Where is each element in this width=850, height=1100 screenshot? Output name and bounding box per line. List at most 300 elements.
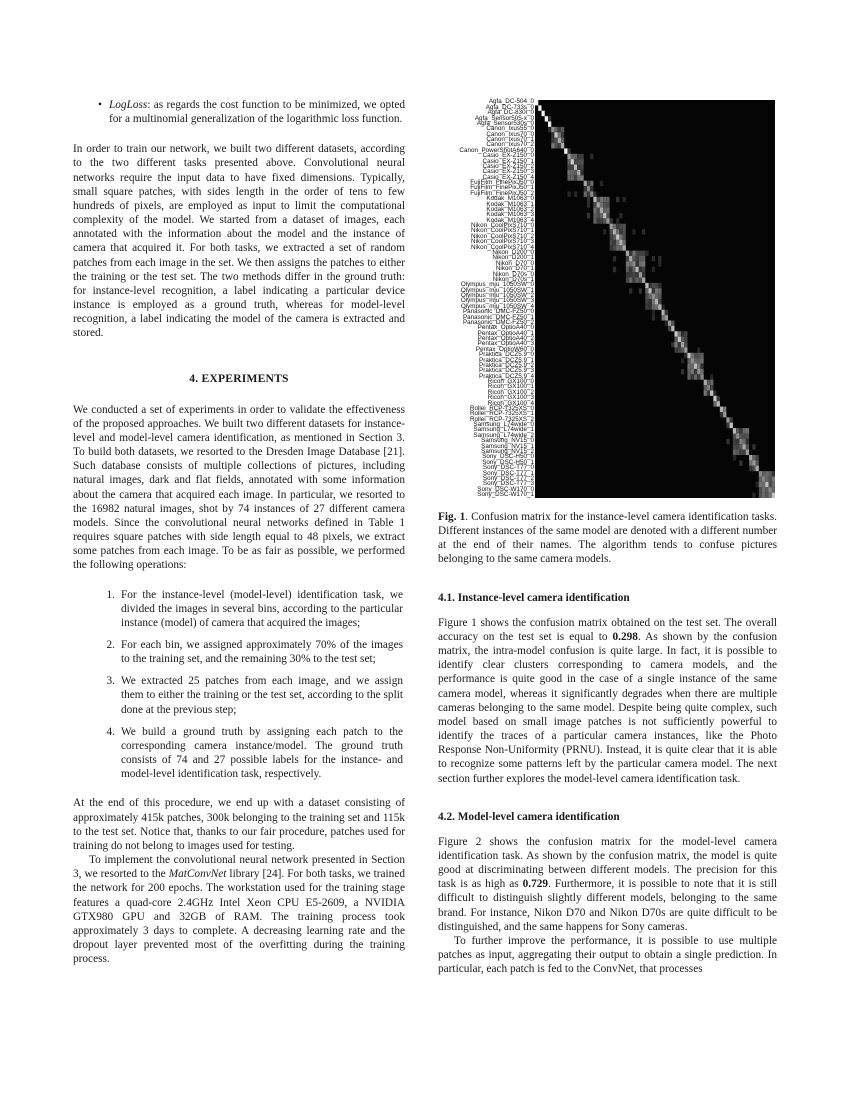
matrix-cell bbox=[603, 208, 606, 213]
right-column bbox=[438, 510, 777, 976]
matrix-row-label: Nikon_CoolPixS710_0 bbox=[470, 222, 534, 230]
matrix-cell bbox=[535, 100, 538, 105]
matconvnet-term: MatConvNet bbox=[168, 868, 227, 881]
matrix-cell bbox=[762, 493, 765, 498]
matrix-cell bbox=[626, 256, 629, 261]
matrix-cell bbox=[629, 288, 632, 293]
matrix-cell bbox=[561, 138, 564, 143]
matrix-row-label: Nikon_D70s_0 bbox=[492, 270, 534, 278]
matrix-cell bbox=[642, 272, 645, 277]
matrix-cell bbox=[642, 277, 645, 282]
matrix-row-label: Pentax_OptioA40_2 bbox=[477, 335, 534, 343]
matrix-cell bbox=[687, 364, 690, 369]
matrix-cell bbox=[697, 364, 700, 369]
matrix-row-label: Praktica_DCZ5.9_0 bbox=[479, 351, 534, 359]
matrix-cell bbox=[626, 261, 629, 266]
matrix-cell bbox=[574, 191, 577, 196]
paragraph-experiments-intro: We conducted a set of experiments in order to validate the effectiveness of the proposed approaches. We built two different datasets for instance-level and model-level camera identification, as mentioned in Section 3. To build both datasets, we resorted to the Dresden Image Database [21]. Such database consists of multiple collections of pictures, including natural images, dark and flat fields, annotated with some information about the camera that acquired each image. In particular, we resorted to the 16982 natural images, shot by 74 instances of 27 different camera models. Since the convolutional neural networks defined in Table 1 requires square patches with side length equal to 48 pixels, we extract some patches from each image. To be as fair as possible, we performed the following operations: bbox=[73, 403, 405, 572]
matrix-cell bbox=[762, 476, 765, 481]
matrix-cell bbox=[746, 444, 749, 449]
matrix-cell bbox=[548, 116, 551, 121]
matrix-cell bbox=[717, 401, 720, 406]
matrix-cell bbox=[619, 234, 622, 239]
matrix-cell bbox=[613, 267, 616, 272]
matrix-cell bbox=[636, 267, 639, 272]
matrix-cell bbox=[597, 218, 600, 223]
matrix-cell bbox=[658, 294, 661, 299]
matrix-cell bbox=[567, 159, 570, 164]
matrix-cell bbox=[590, 191, 593, 196]
matrix-cell bbox=[736, 428, 739, 433]
matrix-row-label: Kodak_M1063_1 bbox=[486, 200, 534, 208]
matrix-cell bbox=[736, 433, 739, 438]
matrix-cell bbox=[678, 347, 681, 352]
matrix-cell bbox=[551, 127, 554, 132]
matrix-row-label: Kodak_M1063_3 bbox=[486, 211, 534, 219]
matrix-cell bbox=[652, 256, 655, 261]
matrix-cell bbox=[759, 482, 762, 487]
matrix-cell bbox=[649, 294, 652, 299]
matrix-cell bbox=[606, 218, 609, 223]
matrix-cell bbox=[739, 460, 742, 465]
matrix-row-label: Agfa_Sensor530s_0 bbox=[476, 119, 534, 127]
matrix-cell bbox=[606, 197, 609, 202]
matrix-cell bbox=[587, 197, 590, 202]
matrix-cell bbox=[610, 218, 613, 223]
matrix-cell bbox=[567, 191, 570, 196]
matrix-cell bbox=[720, 407, 723, 412]
matrix-cell bbox=[668, 326, 671, 331]
matrix-row-label: FujiFilm_FinePixJ50_0 bbox=[470, 179, 534, 187]
matrix-cell bbox=[691, 358, 694, 363]
matrix-cell bbox=[636, 251, 639, 256]
matrix-cell bbox=[642, 256, 645, 261]
matrix-row-label: Nikon_D70_0 bbox=[495, 259, 534, 267]
matrix-cell bbox=[587, 181, 590, 186]
matrix-cell bbox=[603, 229, 606, 234]
matrix-cell bbox=[636, 277, 639, 282]
matrix-cell bbox=[671, 326, 674, 331]
matrix-row-label: Nikon_D200_1 bbox=[492, 254, 534, 262]
bullet-text: : as regards the cost function to be minimized, we opted for a multinomial generalization of the logarithmic loss function. bbox=[109, 99, 405, 126]
paragraph-dataset-summary: At the end of this procedure, we end up with a dataset consisting of approximately 415k patches, 300k belonging to the training set and 115k to the test set. Notice that, thanks to our fair procedure, patches used for training do not belong to images used for testing. bbox=[73, 797, 405, 852]
section-heading-experiments: 4. EXPERIMENTS bbox=[189, 371, 289, 385]
matrix-cell bbox=[616, 197, 619, 202]
matrix-cell bbox=[681, 337, 684, 342]
matrix-row-label: Nikon_CoolPixS710_4 bbox=[470, 243, 534, 251]
matrix-row-label: Sony_DSC-T77_3 bbox=[482, 480, 534, 488]
matrix-row-label: Samsung_NV15_0 bbox=[481, 437, 534, 445]
matrix-cell bbox=[600, 202, 603, 207]
matrix-row-label: Olympus_mju_1050SW_3 bbox=[460, 297, 534, 305]
matrix-cell bbox=[743, 433, 746, 438]
matrix-cell bbox=[730, 417, 733, 422]
matrix-row-label: Pentax_OptioW60_0 bbox=[475, 345, 534, 353]
matrix-cell bbox=[632, 256, 635, 261]
matrix-row-label: Canon_Ixus70_0 bbox=[486, 130, 534, 138]
matrix-cell bbox=[558, 132, 561, 137]
matrix-row-label: Pentax_OptioA40_3 bbox=[477, 340, 534, 348]
matrix-cell bbox=[632, 272, 635, 277]
matrix-cell bbox=[639, 256, 642, 261]
matrix-cell bbox=[713, 390, 716, 395]
matrix-cell bbox=[645, 283, 648, 288]
matrix-cell bbox=[619, 224, 622, 229]
matrix-cell bbox=[749, 460, 752, 465]
matrix-cell bbox=[541, 111, 544, 116]
matrix-row-label: Praktica_DCZ5.9_4 bbox=[479, 372, 534, 380]
matrix-cell bbox=[629, 272, 632, 277]
matrix-cell bbox=[746, 433, 749, 438]
matrix-cell bbox=[710, 380, 713, 385]
matrix-cell bbox=[561, 143, 564, 148]
matrix-cell bbox=[554, 138, 557, 143]
matrix-cell bbox=[564, 148, 567, 153]
matrix-cell bbox=[743, 444, 746, 449]
matrix-cell bbox=[691, 374, 694, 379]
matrix-cell bbox=[746, 428, 749, 433]
matrix-cell bbox=[642, 229, 645, 234]
matrix-cell bbox=[665, 310, 668, 315]
matrix-cell bbox=[765, 482, 768, 487]
matrix-cell bbox=[691, 353, 694, 358]
figure-caption: Fig. 1. Confusion matrix for the instance-level camera identification tasks. Different instances of the same model are denoted with a different number at the end of their names. The algorithm tends to confuse pictures belonging to the same camera models. bbox=[438, 511, 777, 566]
matrix-cell bbox=[765, 493, 768, 498]
matrix-cell bbox=[649, 288, 652, 293]
matrix-cell bbox=[697, 353, 700, 358]
matrix-cell bbox=[746, 439, 749, 444]
matrix-cell bbox=[749, 466, 752, 471]
matrix-cell bbox=[762, 471, 765, 476]
matrix-cell bbox=[619, 229, 622, 234]
matrix-cell bbox=[551, 143, 554, 148]
matrix-cell bbox=[700, 353, 703, 358]
matrix-cell bbox=[765, 476, 768, 481]
matrix-cell bbox=[655, 288, 658, 293]
matrix-cell bbox=[645, 304, 648, 309]
matrix-cell bbox=[756, 482, 759, 487]
matrix-cell bbox=[558, 138, 561, 143]
matrix-row-label: Agfa_DC-733s_0 bbox=[485, 103, 534, 111]
matrix-cell bbox=[626, 277, 629, 282]
matrix-cell bbox=[610, 240, 613, 245]
matrix-cell bbox=[577, 170, 580, 175]
matrix-cell bbox=[713, 401, 716, 406]
matrix-cell bbox=[645, 294, 648, 299]
matrix-cell bbox=[759, 471, 762, 476]
matrix-cell bbox=[619, 245, 622, 250]
matrix-cell bbox=[681, 347, 684, 352]
matrix-cell bbox=[704, 380, 707, 385]
matrix-cell bbox=[580, 154, 583, 159]
matrix-cell bbox=[652, 315, 655, 320]
paragraph-implementation: To implement the convolutional neural network presented in Section 3, we resorted to the MatConvNet library [24]. For both tasks, we trained the network for 200 epochs. The workstation used for the training stage features a quad-core 2.4GHz Intel Xeon CPU E5-2609, a NVIDIA GTX980 GPU and 32GB of RAM. The training process took approximately 3 days to complete. A decreasing learning rate and the dropout layer prevented most of the overfitting during the training process. bbox=[73, 854, 405, 966]
matrix-cell bbox=[616, 240, 619, 245]
matrix-cell bbox=[636, 261, 639, 266]
matrix-row-label: Sony_DSC-T77_2 bbox=[482, 474, 534, 482]
operations-list bbox=[73, 588, 405, 782]
matrix-row-label: Kodak_M1063_4 bbox=[486, 216, 534, 224]
matrix-cell bbox=[759, 487, 762, 492]
matrix-row-label: Rollei_RCP-7325XS_2 bbox=[469, 415, 534, 423]
matrix-row-label: Olympus_mju_1050SW_2 bbox=[460, 292, 534, 300]
matrix-cell bbox=[733, 439, 736, 444]
matrix-row-label: Canon_PowerShotA640_0 bbox=[459, 146, 534, 154]
matrix-cell bbox=[600, 208, 603, 213]
matrix-cell bbox=[694, 358, 697, 363]
matrix-cell bbox=[587, 191, 590, 196]
matrix-row-label: Samsung_NV15_1 bbox=[481, 442, 534, 450]
matrix-row-label: Panasonic_DMC-FZ50_2 bbox=[462, 318, 534, 326]
matrix-cell bbox=[548, 122, 551, 127]
matrix-cell bbox=[739, 428, 742, 433]
matrix-cell bbox=[574, 154, 577, 159]
matrix-row-label: Nikon_CoolPixS710_1 bbox=[470, 227, 534, 235]
matrix-cell bbox=[681, 358, 684, 363]
matrix-cell bbox=[567, 175, 570, 180]
matrix-row-label: Olympus_mju_1050SW_0 bbox=[460, 281, 534, 289]
matrix-cell bbox=[567, 165, 570, 170]
matrix-row-label: Casio_EX-Z150_2 bbox=[482, 162, 534, 170]
matrix-cell bbox=[652, 304, 655, 309]
matrix-cell bbox=[684, 342, 687, 347]
matrix-cell bbox=[571, 159, 574, 164]
matrix-cell bbox=[613, 229, 616, 234]
matrix-cell bbox=[655, 304, 658, 309]
matrix-cell bbox=[739, 444, 742, 449]
matrix-row-label: Nikon_D200_0 bbox=[492, 248, 534, 256]
matrix-cell bbox=[694, 369, 697, 374]
matrix-row-label: Praktica_DCZ5.9_2 bbox=[479, 361, 534, 369]
matrix-cell bbox=[652, 299, 655, 304]
matrix-cell bbox=[584, 181, 587, 186]
matrix-cell bbox=[694, 353, 697, 358]
matrix-cell bbox=[623, 245, 626, 250]
matrix-row-label: Casio_EX-Z150_1 bbox=[482, 157, 534, 165]
matrix-cell bbox=[652, 283, 655, 288]
matrix-cell bbox=[704, 390, 707, 395]
matrix-cell bbox=[752, 455, 755, 460]
row-labels bbox=[438, 100, 534, 498]
matrix-cell bbox=[632, 277, 635, 282]
matrix-row-label: Canon_Ixus55_0 bbox=[486, 125, 534, 133]
matrix-cell bbox=[697, 374, 700, 379]
matrix-cell bbox=[645, 251, 648, 256]
matrix-cell bbox=[671, 321, 674, 326]
matrix-cell bbox=[769, 493, 772, 498]
matrix-cell bbox=[587, 213, 590, 218]
matrix-cell bbox=[603, 218, 606, 223]
matrix-cell bbox=[580, 175, 583, 180]
matrix-cell bbox=[639, 267, 642, 272]
matrix-row-label: Rollei_RCP-7325XS_1 bbox=[469, 410, 534, 418]
matrix-cell bbox=[710, 385, 713, 390]
matrix-cell bbox=[707, 385, 710, 390]
matrix-row-label: Sony_DSC-T77_1 bbox=[482, 469, 534, 477]
matrix-cell bbox=[658, 283, 661, 288]
matrix-cell bbox=[567, 154, 570, 159]
matrix-cell bbox=[632, 267, 635, 272]
matrix-row-label: Ricoh_GX100_3 bbox=[487, 394, 534, 402]
matrix-cell bbox=[603, 213, 606, 218]
matrix-row-label: Pentax_OptioA40_1 bbox=[477, 329, 534, 337]
matrix-cell bbox=[558, 143, 561, 148]
matrix-cell bbox=[756, 466, 759, 471]
matrix-cell bbox=[610, 229, 613, 234]
paragraph-instance-results: Figure 1 shows the confusion matrix obtained on the test set. The overall accuracy on the test set is equal to 0.298. As shown by the confusion matrix, the intra-model confusion is quite large. In fact, it is possible to identify clear clusters corresponding to camera models, and the performance is quite good in the case of a single instance of the same camera model, whereas it significantly degrades when there are multiple cameras belonging to the same model. Despite being quite complex, such model based on small image patches is not sufficiently powerful to identify the traces of a particular camera instances, like the Photo Response Non-Uniformity (PRNU). Instead, it is quite clear that it is able to recognize some patterns left by the particular camera model. The next section further explores the model-level camera identification task. bbox=[438, 616, 778, 785]
matrix-cell bbox=[765, 487, 768, 492]
matrix-cell bbox=[691, 369, 694, 374]
matrix-row-label: Olympus_mju_1050SW_1 bbox=[460, 286, 534, 294]
matrix-cell bbox=[655, 299, 658, 304]
matrix-cell bbox=[759, 476, 762, 481]
matrix-row-label: Pentax_OptioA40_0 bbox=[477, 324, 534, 332]
matrix-cell bbox=[694, 374, 697, 379]
matrix-cell bbox=[694, 364, 697, 369]
matrix-cell bbox=[759, 493, 762, 498]
matrix-cell bbox=[584, 191, 587, 196]
matrix-cell bbox=[600, 213, 603, 218]
matrix-row-label: Nikon_CoolPixS710_3 bbox=[470, 238, 534, 246]
matrix-cell bbox=[632, 229, 635, 234]
matrix-cell bbox=[587, 202, 590, 207]
matrix-cell bbox=[752, 460, 755, 465]
matrix-row-label: Praktica_DCZ5.9_1 bbox=[479, 356, 534, 364]
matrix-row-label: Nikon_CoolPixS710_2 bbox=[470, 232, 534, 240]
matrix-cell bbox=[577, 159, 580, 164]
matrix-cell bbox=[736, 450, 739, 455]
matrix-cell bbox=[554, 132, 557, 137]
subsection-heading-model: 4.2. Model-level camera identification bbox=[438, 810, 620, 823]
matrix-cell bbox=[580, 159, 583, 164]
matrix-cell bbox=[743, 450, 746, 455]
matrix-cell bbox=[661, 304, 664, 309]
matrix-row-label: Sony_DSC-W170_1 bbox=[477, 491, 534, 499]
matrix-cell bbox=[639, 277, 642, 282]
matrix-cell bbox=[593, 218, 596, 223]
matrix-cell bbox=[642, 267, 645, 272]
matrix-cell bbox=[726, 417, 729, 422]
matrix-row-label: Casio_EX-Z150_3 bbox=[482, 168, 534, 176]
matrix-cell bbox=[590, 154, 593, 159]
matrix-row-label: Sony_DSC-W170_0 bbox=[477, 485, 534, 493]
matrix-cell bbox=[678, 337, 681, 342]
matrix-cell bbox=[629, 277, 632, 282]
matrix-cell bbox=[658, 256, 661, 261]
matrix-cell bbox=[736, 444, 739, 449]
matrix-cell bbox=[610, 234, 613, 239]
matrix-cell bbox=[746, 450, 749, 455]
matrix-cell bbox=[645, 288, 648, 293]
matrix-cell bbox=[593, 213, 596, 218]
matrix-cell bbox=[548, 127, 551, 132]
matrix-cell bbox=[752, 493, 755, 498]
matrix-cell bbox=[623, 234, 626, 239]
matrix-cell bbox=[558, 127, 561, 132]
matrix-cell bbox=[577, 154, 580, 159]
matrix-cell bbox=[580, 165, 583, 170]
matrix-cell bbox=[571, 154, 574, 159]
matrix-cell bbox=[619, 213, 622, 218]
matrix-cell bbox=[613, 234, 616, 239]
matrix-row-label: Samsung_NV15_2 bbox=[481, 447, 534, 455]
matrix-row-label: Casio_EX-Z150_4 bbox=[482, 173, 534, 181]
matrix-cell bbox=[652, 310, 655, 315]
matrix-cell bbox=[661, 315, 664, 320]
matrix-cell bbox=[590, 181, 593, 186]
caption-label: Fig. 1 bbox=[438, 511, 466, 523]
matrix-cell bbox=[678, 331, 681, 336]
matrix-cell bbox=[629, 256, 632, 261]
matrix-cell bbox=[590, 186, 593, 191]
matrix-cell bbox=[743, 428, 746, 433]
matrix-cell bbox=[545, 116, 548, 121]
matrix-cell bbox=[674, 337, 677, 342]
matrix-row-label: Praktica_DCZ5.9_3 bbox=[479, 367, 534, 375]
matrix-cell bbox=[645, 299, 648, 304]
matrix-cell bbox=[593, 202, 596, 207]
matrix-row-label: Ricoh_GX100_1 bbox=[487, 383, 534, 391]
matrix-cell bbox=[674, 331, 677, 336]
matrix-cell bbox=[707, 380, 710, 385]
matrix-cell bbox=[772, 482, 775, 487]
matrix-cell bbox=[597, 213, 600, 218]
bullet-logloss bbox=[73, 98, 405, 126]
matrix-cell bbox=[574, 170, 577, 175]
matrix-cell bbox=[769, 487, 772, 492]
matrix-row-label: Panasonic_DMC-FZ50_1 bbox=[462, 313, 534, 321]
matrix-cell bbox=[704, 385, 707, 390]
matrix-cell bbox=[610, 245, 613, 250]
matrix-row-label: Kodak_M1063_0 bbox=[486, 195, 534, 203]
matrix-cell bbox=[687, 369, 690, 374]
matrix-cell bbox=[639, 251, 642, 256]
matrix-cell bbox=[717, 396, 720, 401]
list-item: 2. For each bin, we assigned approximately 70% of the images to the training set, and the remaining 30% to the test set; bbox=[106, 639, 403, 666]
paragraph-model-results: Figure 2 shows the confusion matrix for the model-level camera identification task. As shown by the confusion matrix, the model is quite good at discriminating between different models. The precision for this task is as high as 0.729. Furthermore, it is possible to note that it is still difficult to distinguish slightly different models, belonging to the same brand. For instance, Nikon D70 and Nikon D70s are quite difficult to be distinguished, and the same happens for Sony cameras. bbox=[438, 835, 777, 933]
matrix-cell bbox=[720, 412, 723, 417]
matrix-cell bbox=[623, 229, 626, 234]
matrix-cell bbox=[649, 299, 652, 304]
confusion-matrix-figure bbox=[438, 100, 778, 498]
matrix-row-label: Canon_Ixus70_1 bbox=[486, 136, 534, 144]
matrix-cell bbox=[639, 288, 642, 293]
matrix-cell bbox=[626, 267, 629, 272]
matrix-cell bbox=[577, 175, 580, 180]
matrix-cell bbox=[584, 186, 587, 191]
matrix-cell bbox=[597, 208, 600, 213]
matrix-cell bbox=[636, 256, 639, 261]
matrix-cell bbox=[700, 358, 703, 363]
matrix-cell bbox=[632, 261, 635, 266]
matrix-cell bbox=[726, 423, 729, 428]
matrix-cell bbox=[629, 261, 632, 266]
matrix-cell bbox=[723, 407, 726, 412]
matrix-cell bbox=[733, 450, 736, 455]
matrix-cell bbox=[610, 224, 613, 229]
matrix-cell bbox=[593, 197, 596, 202]
matrix-row-label: Ricoh_GX100_4 bbox=[487, 399, 534, 407]
matrix-cell bbox=[655, 283, 658, 288]
matrix-row-label: Sony_DSC-T77_0 bbox=[482, 464, 534, 472]
matrix-cell bbox=[655, 294, 658, 299]
matrix-cell bbox=[652, 288, 655, 293]
matrix-cell bbox=[639, 261, 642, 266]
matrix-row-label: Olympus_mju_1050SW_4 bbox=[460, 302, 534, 310]
matrix-cell bbox=[567, 170, 570, 175]
matrix-cell bbox=[769, 482, 772, 487]
matrix-cell bbox=[613, 245, 616, 250]
